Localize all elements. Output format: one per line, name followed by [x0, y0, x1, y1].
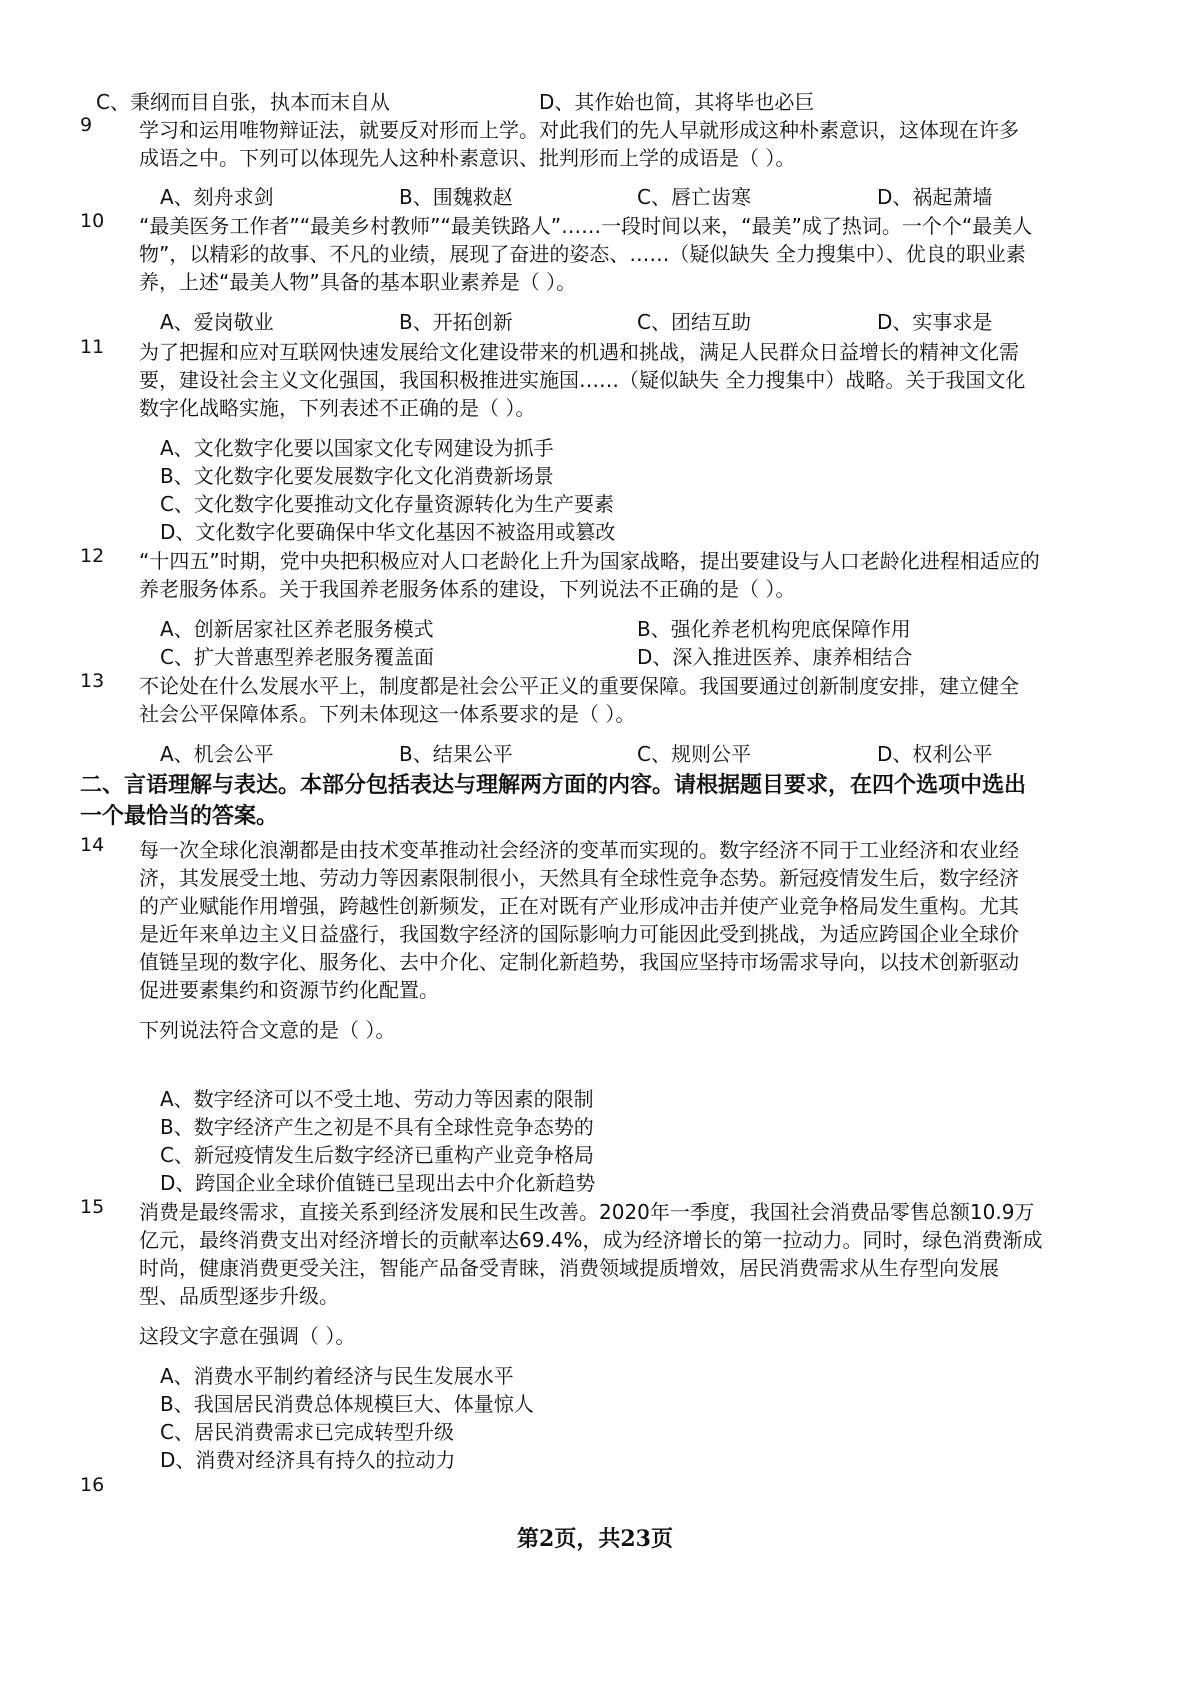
question-number: 10 [80, 210, 105, 232]
option: B、开拓创新 [399, 310, 513, 334]
question-text: 养老服务体系。关于我国养老服务体系的建设，下列说法不正确的是（ ）。 [139, 577, 796, 601]
question-text: 物”，以精彩的故事、不凡的业绩，展现了奋进的姿态、……（疑似缺失 全力搜集中）、优良的职业素 [139, 242, 1026, 266]
question-number: 13 [80, 670, 105, 692]
question-text: 促进要素集约和资源节约化配置。 [139, 978, 439, 1002]
question-text: 学习和运用唯物辩证法，就要反对形而上学。对此我们的先人早就形成这种朴素意识，这体现在许多 [139, 118, 1019, 142]
option: D、权利公平 [877, 742, 993, 766]
option: B、数字经济产生之初是不具有全球性竞争态势的 [160, 1115, 594, 1139]
option: A、刻舟求剑 [160, 185, 274, 209]
option: D、祸起萧墙 [877, 185, 993, 209]
question-text: 亿元，最终消费支出对经济增长的贡献率达69.4%，成为经济增长的第一拉动力。同时，绿色消费渐成 [139, 1228, 1043, 1252]
question-number: 12 [80, 545, 105, 567]
option: A、机会公平 [160, 742, 274, 766]
question-text: 成语之中。下列可以体现先人这种朴素意识、批判形而上学的成语是（ ）。 [139, 146, 796, 170]
option: D、跨国企业全球价值链已呈现出去中介化新趋势 [160, 1171, 596, 1195]
option: D、消费对经济具有持久的拉动力 [160, 1448, 456, 1472]
option: C、团结互助 [637, 310, 751, 334]
question-text: “最美医务工作者”“最美乡村教师”“最美铁路人”……一段时间以来，“最美”成了热词。一个个“最美人 [139, 214, 1033, 238]
question-text: 数字化战略实施，下列表述不正确的是（ ）。 [139, 396, 536, 420]
option: C、唇亡齿寒 [637, 185, 751, 209]
section-heading: 二、言语理解与表达。本部分包括表达与理解两方面的内容。请根据题目要求，在四个选项中选出 [80, 773, 1027, 798]
question-text: 不论处在什么发展水平上，制度都是社会公平正义的重要保障。我国要通过创新制度安排，建立健全 [139, 674, 1019, 698]
question-number: 16 [80, 1474, 105, 1496]
section-heading: 一个最恰当的答案。 [80, 804, 279, 829]
option: A、爱岗敬业 [160, 310, 274, 334]
option: C、新冠疫情发生后数字经济已重构产业竞争格局 [160, 1143, 594, 1167]
option: B、围魏救赵 [399, 185, 513, 209]
option: A、消费水平制约着经济与民生发展水平 [160, 1364, 514, 1388]
option: D、深入推进医养、康养相结合 [637, 645, 913, 669]
option: A、文化数字化要以国家文化专网建设为抓手 [160, 436, 554, 460]
option: B、结果公平 [399, 742, 513, 766]
option: C、扩大普惠型养老服务覆盖面 [160, 645, 434, 669]
question-text: 为了把握和应对互联网快速发展给文化建设带来的机遇和挑战，满足人民群众日益增长的精神文化需 [139, 340, 1019, 364]
question-number: 11 [80, 336, 105, 358]
question-text: 济，其发展受土地、劳动力等因素限制很小，天然具有全球性竞争态势。新冠疫情发生后，数字经济 [139, 866, 1019, 890]
option: A、创新居家社区养老服务模式 [160, 617, 434, 641]
option: C、居民消费需求已完成转型升级 [160, 1420, 454, 1444]
question-number: 9 [80, 114, 93, 136]
option: C、规则公平 [637, 742, 751, 766]
question-text: “十四五”时期，党中央把积极应对人口老龄化上升为国家战略，提出要建设与人口老龄化进程相适应的 [139, 549, 1040, 573]
page-footer: 第2页，共23页 [517, 1526, 673, 1552]
question-text: 要，建设社会主义文化强国，我国积极推进实施国……（疑似缺失 全力搜集中）战略。关于我国文化 [139, 368, 1026, 392]
question-prompt: 这段文字意在强调（ ）。 [139, 1324, 356, 1348]
question-text: 的产业赋能作用增强，跨越性创新频发，正在对既有产业形成冲击并使产业竞争格局发生重构。尤其 [139, 894, 1019, 918]
option: D、文化数字化要确保中华文化基因不被盗用或篡改 [160, 520, 616, 544]
option: D、实事求是 [877, 310, 993, 334]
question-prompt: 下列说法符合文意的是（ ）。 [139, 1018, 396, 1042]
question-text: 每一次全球化浪潮都是由技术变革推动社会经济的变革而实现的。数字经济不同于工业经济和农业经 [139, 838, 1019, 862]
option: A、数字经济可以不受土地、劳动力等因素的限制 [160, 1087, 594, 1111]
question-text: 社会公平保障体系。下列未体现这一体系要求的是（ ）。 [139, 702, 636, 726]
option: D、其作始也简，其将毕也必巨 [539, 90, 815, 114]
question-text: 消费是最终需求，直接关系到经济发展和民生改善。2020年一季度，我国社会消费品零售总额10.9万 [139, 1200, 1035, 1224]
question-text: 养，上述“最美人物”具备的基本职业素养是（ ）。 [139, 270, 577, 294]
option: B、我国居民消费总体规模巨大、体量惊人 [160, 1392, 534, 1416]
question-text: 值链呈现的数字化、服务化、去中介化、定制化新趋势，我国应坚持市场需求导向，以技术创新驱动 [139, 950, 1019, 974]
question-text: 时尚，健康消费更受关注，智能产品备受青睐，消费领域提质增效，居民消费需求从生存型向发展 [139, 1256, 999, 1280]
question-number: 14 [80, 834, 105, 856]
question-text: 是近年来单边主义日益盛行，我国数字经济的国际影响力可能因此受到挑战，为适应跨国企业全球价 [139, 922, 1019, 946]
option: B、文化数字化要发展数字化文化消费新场景 [160, 464, 554, 488]
question-text: 型、品质型逐步升级。 [139, 1284, 339, 1308]
option: B、强化养老机构兜底保障作用 [637, 617, 911, 641]
option: C、文化数字化要推动文化存量资源转化为生产要素 [160, 492, 614, 516]
option: C、秉纲而目自张，执本而末自从 [96, 90, 390, 114]
question-number: 15 [80, 1196, 105, 1218]
